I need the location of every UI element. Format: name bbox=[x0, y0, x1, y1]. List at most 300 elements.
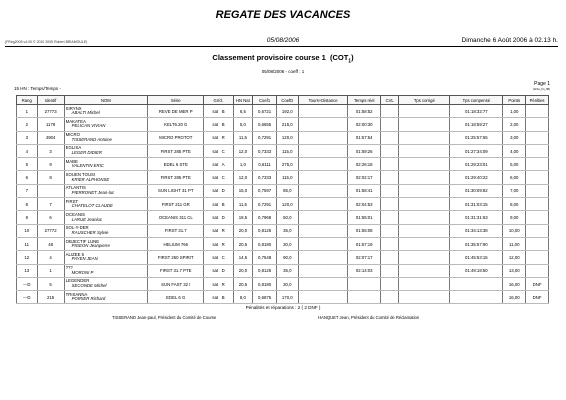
group: sat bbox=[212, 148, 219, 154]
boat-name: SOL-Y-DER bbox=[65, 225, 89, 231]
cell-comp: 01:34:13:38 bbox=[450, 224, 503, 237]
software-credit: (FReg2005 v4.00 © 2010 2005 Robert BRIAMOULE) bbox=[5, 40, 88, 44]
class: B bbox=[221, 121, 225, 127]
cell-points: 16,00 bbox=[503, 291, 526, 304]
cell-tours bbox=[298, 251, 348, 264]
cell-points: 2,00 bbox=[503, 118, 526, 131]
column-header: Pénlties bbox=[526, 96, 549, 105]
group: sat bbox=[212, 188, 219, 194]
cell-comp: 01:45:53:15 bbox=[450, 251, 503, 264]
cell-tours bbox=[298, 144, 348, 157]
table-row bbox=[17, 144, 549, 157]
cell-tours bbox=[298, 118, 348, 131]
cell-identif: 7 bbox=[37, 198, 64, 211]
boat-and-skipper bbox=[64, 291, 147, 304]
class: B bbox=[221, 294, 225, 300]
cell-cvl bbox=[380, 291, 398, 304]
boat-and-skipper bbox=[64, 144, 147, 157]
cell-coefd: 170,0 bbox=[276, 291, 298, 304]
cell-coefd: 115,0 bbox=[276, 144, 298, 157]
cell-coefd: 85,0 bbox=[276, 184, 298, 197]
cell-hn: 15,0 bbox=[233, 184, 253, 197]
column-header: CVL bbox=[380, 96, 398, 105]
cell-hn: 6,5 bbox=[233, 105, 253, 118]
cell-identif: 9 bbox=[37, 158, 64, 171]
group: sat bbox=[212, 241, 219, 247]
class: C bbox=[221, 148, 225, 154]
cell-identif: 4 bbox=[37, 251, 64, 264]
class: C bbox=[221, 175, 225, 181]
cell-serie: HELIUM 766 bbox=[148, 237, 204, 250]
group: sat bbox=[212, 228, 219, 234]
cell-points: 16,00 bbox=[503, 277, 526, 290]
cell-points: 5,00 bbox=[503, 158, 526, 171]
cell-cvl bbox=[380, 144, 398, 157]
cell-points: 4,00 bbox=[503, 144, 526, 157]
cell-reel: 01:55:08 bbox=[348, 224, 381, 237]
cell-hn: 12,0 bbox=[233, 171, 253, 184]
boat-and-skipper bbox=[64, 211, 147, 224]
skipper-name: LEGER DIDIER bbox=[71, 150, 102, 156]
cell-serie: MICRO PROTOT bbox=[148, 131, 204, 144]
cell-reel: 02:00:30 bbox=[348, 118, 381, 131]
cell-rang: 8 bbox=[17, 198, 38, 211]
cell-comp: 01:25:57:65 bbox=[450, 131, 503, 144]
skipper-name: PELICAN VIVIAN bbox=[71, 123, 106, 129]
cell-hn: 8,0 bbox=[233, 291, 253, 304]
column-header: Identif bbox=[37, 96, 64, 105]
cell-rang: 3 bbox=[17, 131, 38, 144]
cell-tours bbox=[298, 105, 348, 118]
cell-coefd: 215,0 bbox=[276, 118, 298, 131]
class: B bbox=[221, 108, 225, 114]
cell-serie: EDEL 6 G bbox=[148, 291, 204, 304]
cell-coefd: 120,0 bbox=[276, 131, 298, 144]
skipper-name: POIRIER Richard bbox=[71, 296, 106, 302]
cell-hn: 5,0 bbox=[233, 118, 253, 131]
cell-coef1: 0,6721 bbox=[253, 105, 277, 118]
cell-rang: 13 bbox=[17, 264, 38, 277]
cell-group-class bbox=[204, 184, 233, 197]
cell-coef1: 0,7597 bbox=[253, 184, 277, 197]
cell-comp: 01:29:23:01 bbox=[450, 158, 503, 171]
class: B bbox=[221, 201, 225, 207]
cell-cvl bbox=[380, 184, 398, 197]
print-timestamp: Dimanche 6 Août 2006 à 02.13 h. bbox=[461, 37, 558, 44]
skipper-name: LARUE Jeanluc bbox=[71, 216, 102, 222]
cell-tours bbox=[298, 264, 348, 277]
cell-cvl bbox=[380, 198, 398, 211]
cell-serie: FIRST 260 SPIRIT bbox=[148, 251, 204, 264]
cell-reel: 02:14:03 bbox=[348, 264, 381, 277]
cell-reel: 02:07:17 bbox=[348, 251, 381, 264]
cell-cvl bbox=[380, 277, 398, 290]
table-row bbox=[17, 277, 549, 290]
column-header: CoefD bbox=[276, 96, 298, 105]
cell-rang: 6 bbox=[17, 171, 38, 184]
table-header-row bbox=[17, 96, 549, 105]
cell-reel: 02:26:18 bbox=[348, 158, 381, 171]
cell-coef1: 0,6111 bbox=[253, 158, 277, 171]
cell-pen bbox=[526, 131, 549, 144]
cell-reel: 02:04:53 bbox=[348, 198, 381, 211]
cell-hn: 1,0 bbox=[233, 158, 253, 171]
page-note: (fiche_fin_08) bbox=[533, 87, 550, 91]
group: sat bbox=[212, 161, 219, 167]
header-divider bbox=[5, 46, 558, 47]
cell-serie: SUN LIGHT 31 PT bbox=[148, 184, 204, 197]
cell-points: 13,00 bbox=[503, 264, 526, 277]
class: R bbox=[221, 281, 225, 287]
cell-coefd: 192,0 bbox=[276, 105, 298, 118]
skipper-name: ABALTI Michel bbox=[71, 110, 100, 116]
cell-reel: 01:59:26 bbox=[348, 144, 381, 157]
cell-comp bbox=[450, 277, 503, 290]
cell-group-class bbox=[204, 158, 233, 171]
cell-hn: 12,0 bbox=[233, 144, 253, 157]
cell-reel bbox=[348, 277, 381, 290]
cell-hn: 11,5 bbox=[233, 131, 253, 144]
cell-coefd: 35,0 bbox=[276, 264, 298, 277]
cell-coef1: 0,7333 bbox=[253, 144, 277, 157]
cell-group-class bbox=[204, 144, 233, 157]
boat-and-skipper bbox=[64, 118, 147, 131]
cell-group-class bbox=[204, 291, 233, 304]
cell-comp: 01:30:09:82 bbox=[450, 184, 503, 197]
cell-coefd: 90,0 bbox=[276, 251, 298, 264]
column-header: Gr/cl. bbox=[204, 96, 233, 105]
cell-corr bbox=[399, 131, 450, 144]
cell-tours bbox=[298, 291, 348, 304]
boat-name: SIRYNX bbox=[65, 105, 82, 111]
cell-pen bbox=[526, 158, 549, 171]
cell-hn: 20,0 bbox=[233, 264, 253, 277]
table-row bbox=[17, 171, 549, 184]
skipper-name: TISSERAND Antoine bbox=[71, 136, 112, 142]
cell-points: 8,00 bbox=[503, 198, 526, 211]
cell-coef1: 0,7548 bbox=[253, 251, 277, 264]
cell-reel: 01:57:54 bbox=[348, 131, 381, 144]
cell-pen bbox=[526, 224, 549, 237]
group: sat bbox=[212, 175, 219, 181]
cell-corr bbox=[399, 184, 450, 197]
column-header: HN Nat bbox=[233, 96, 253, 105]
cell-rang: 2 bbox=[17, 118, 38, 131]
cell-cvl bbox=[380, 237, 398, 250]
group: sat bbox=[212, 294, 219, 300]
cell-rang: ---D bbox=[17, 291, 38, 304]
boat-name: TRISANNA bbox=[65, 291, 88, 297]
cell-corr bbox=[399, 224, 450, 237]
boat-name: MICRO bbox=[65, 132, 80, 138]
table-row bbox=[17, 184, 549, 197]
cell-serie: FIRST 31.7 PTE bbox=[148, 264, 204, 277]
cell-corr bbox=[399, 264, 450, 277]
cell-reel: 01:58:52 bbox=[348, 105, 381, 118]
cell-corr bbox=[399, 118, 450, 131]
boat-name: ATLANTIS bbox=[65, 185, 86, 191]
class: D bbox=[221, 215, 225, 221]
cell-pen bbox=[526, 251, 549, 264]
boat-name: SOUEN TOUSI bbox=[65, 172, 96, 178]
cell-points: 3,00 bbox=[503, 131, 526, 144]
cell-comp: 01:27:34:09 bbox=[450, 144, 503, 157]
cell-serie: REVE DE MER P bbox=[148, 105, 204, 118]
cell-comp: 01:49:18:50 bbox=[450, 264, 503, 277]
cell-tours bbox=[298, 131, 348, 144]
boat-name: OBJECTIF LUNE bbox=[65, 238, 100, 244]
results-table bbox=[16, 95, 549, 304]
skipper-name: PAYEN JEAN bbox=[71, 256, 98, 262]
class: A bbox=[221, 161, 225, 167]
column-header: Rang bbox=[17, 96, 38, 105]
table-row bbox=[17, 118, 549, 131]
cell-group-class bbox=[204, 211, 233, 224]
table-row bbox=[17, 131, 549, 144]
cell-group-class bbox=[204, 224, 233, 237]
race-date-coeff: 05/08/2006 - coeff : 1 bbox=[261, 69, 305, 74]
cell-points: 10,00 bbox=[503, 224, 526, 237]
cell-rang: 11 bbox=[17, 237, 38, 250]
cell-group-class bbox=[204, 277, 233, 290]
cell-corr bbox=[399, 237, 450, 250]
cell-points: 9,00 bbox=[503, 211, 526, 224]
cell-group-class bbox=[204, 264, 233, 277]
boat-name: ALIZEE 5 bbox=[65, 251, 85, 257]
cell-coef1: 0,7333 bbox=[253, 171, 277, 184]
cell-corr bbox=[399, 144, 450, 157]
cell-coef1: 0,8180 bbox=[253, 277, 277, 290]
group: sat bbox=[212, 108, 219, 114]
boat-and-skipper bbox=[64, 131, 147, 144]
cell-group-class bbox=[204, 105, 233, 118]
boat-and-skipper bbox=[64, 158, 147, 171]
column-header: Tours+Distance bbox=[298, 96, 348, 105]
cell-pen bbox=[526, 211, 549, 224]
cell-pen bbox=[526, 198, 549, 211]
cell-coefd: 275,0 bbox=[276, 158, 298, 171]
cell-group-class bbox=[204, 251, 233, 264]
table-row bbox=[17, 224, 549, 237]
table-row bbox=[17, 105, 549, 118]
cell-group-class bbox=[204, 171, 233, 184]
cell-coef1: 0,8125 bbox=[253, 224, 277, 237]
cell-tours bbox=[298, 184, 348, 197]
cell-group-class bbox=[204, 237, 233, 250]
cell-identif: 27773 bbox=[37, 105, 64, 118]
group: sat bbox=[212, 121, 219, 127]
skipper-name: CHATELOT CLAUDE bbox=[71, 203, 113, 209]
cell-identif: 3 bbox=[37, 144, 64, 157]
cell-comp: 01:29:40:22 bbox=[450, 171, 503, 184]
table-row bbox=[17, 264, 549, 277]
cell-points: 1,00 bbox=[503, 105, 526, 118]
group: sat bbox=[212, 135, 219, 141]
boat-name: FIRST bbox=[65, 198, 79, 204]
cell-serie: FIRST 285 PTE bbox=[148, 144, 204, 157]
skipper-name: MORONI P bbox=[71, 269, 94, 275]
cell-hn: 20,5 bbox=[233, 277, 253, 290]
boat-name: MABE bbox=[65, 158, 78, 164]
cell-rang: 10 bbox=[17, 224, 38, 237]
table-row bbox=[17, 291, 549, 304]
cell-serie: FIRST 285 PTE bbox=[148, 171, 204, 184]
cell-corr bbox=[399, 198, 450, 211]
cell-reel: 02:02:17 bbox=[348, 171, 381, 184]
boat-name: MAKATEA bbox=[65, 118, 86, 124]
cell-tours bbox=[298, 237, 348, 250]
table-row bbox=[17, 237, 549, 250]
boat-and-skipper bbox=[64, 251, 147, 264]
cell-serie: EDEL 6 STE bbox=[148, 158, 204, 171]
cell-cvl bbox=[380, 224, 398, 237]
skipper-name: PIERRONET Jean-luc bbox=[71, 189, 115, 195]
cell-tours bbox=[298, 198, 348, 211]
cell-corr bbox=[399, 171, 450, 184]
group: sat bbox=[212, 201, 219, 207]
cell-coef1: 0,7968 bbox=[253, 211, 277, 224]
cell-rang: 5 bbox=[17, 158, 38, 171]
document-title: REGATE DES VACANCES bbox=[215, 9, 351, 21]
cell-group-class bbox=[204, 198, 233, 211]
cell-corr bbox=[399, 211, 450, 224]
cell-points: 12,00 bbox=[503, 251, 526, 264]
page-number: Page 1 bbox=[534, 81, 550, 87]
cell-corr bbox=[399, 251, 450, 264]
column-header: Tps corrigé bbox=[399, 96, 450, 105]
cell-corr bbox=[399, 158, 450, 171]
group: sat bbox=[212, 268, 219, 274]
cell-reel bbox=[348, 291, 381, 304]
cell-pen: DNF bbox=[526, 277, 549, 290]
cell-serie: FIRST 31.7 bbox=[148, 224, 204, 237]
cell-group-class bbox=[204, 131, 233, 144]
cell-serie: OCEANIS 311 CL bbox=[148, 211, 204, 224]
group: sat bbox=[212, 215, 219, 221]
skipper-name: PIGEON Jeanpierre bbox=[71, 243, 110, 249]
cell-points: 11,00 bbox=[503, 237, 526, 250]
cell-coef1: 0,6875 bbox=[253, 291, 277, 304]
boat-and-skipper bbox=[64, 105, 147, 118]
cell-rang: 4 bbox=[17, 144, 38, 157]
cell-pen bbox=[526, 264, 549, 277]
column-header: Série bbox=[148, 96, 204, 105]
cell-cvl bbox=[380, 131, 398, 144]
cell-coef1: 0,8180 bbox=[253, 237, 277, 250]
cell-identif: 1178 bbox=[37, 118, 64, 131]
skipper-name: SECONDE Michel bbox=[71, 283, 107, 288]
cell-coefd: 30,0 bbox=[276, 277, 298, 290]
cell-identif: 6 bbox=[37, 211, 64, 224]
cell-coef1: 0,7291 bbox=[253, 131, 277, 144]
cell-cvl bbox=[380, 118, 398, 131]
table-row bbox=[17, 198, 549, 211]
cell-comp: 01:18:32:77 bbox=[450, 105, 503, 118]
class: D bbox=[221, 268, 225, 274]
cell-identif: 48 bbox=[37, 237, 64, 250]
cell-identif: 8 bbox=[37, 171, 64, 184]
boat-name: OCEANIS bbox=[65, 211, 85, 217]
cell-comp: 01:31:03:15 bbox=[450, 198, 503, 211]
cell-points: 7,00 bbox=[503, 184, 526, 197]
boat-and-skipper bbox=[64, 224, 147, 237]
cell-comp: 01:31:31:63 bbox=[450, 211, 503, 224]
ranking-title: Classement provisoire course 1 $(COT_1)$ bbox=[212, 53, 354, 65]
cell-coefd: 35,0 bbox=[276, 224, 298, 237]
cell-pen bbox=[526, 144, 549, 157]
cell-coefd: 30,0 bbox=[276, 237, 298, 250]
cell-serie: FIRST 211 GR bbox=[148, 198, 204, 211]
class: R bbox=[221, 241, 225, 247]
cell-identif: 4904 bbox=[37, 131, 64, 144]
cell-hn: 20,0 bbox=[233, 224, 253, 237]
boat-name: EGLISA bbox=[65, 145, 82, 151]
cell-hn: 18,5 bbox=[233, 211, 253, 224]
table-row bbox=[17, 251, 549, 264]
column-header: Tps compensé bbox=[450, 96, 503, 105]
regatta-date: 05/08/2006 bbox=[266, 37, 300, 44]
cell-tours bbox=[298, 171, 348, 184]
cell-rang: 9 bbox=[17, 211, 38, 224]
boat-name: ??? bbox=[65, 265, 73, 271]
table-row bbox=[17, 158, 549, 171]
cell-comp bbox=[450, 291, 503, 304]
boat-and-skipper bbox=[64, 277, 147, 290]
cell-tours bbox=[298, 158, 348, 171]
cell-pen bbox=[526, 237, 549, 250]
class: D bbox=[221, 188, 225, 194]
cell-cvl bbox=[380, 211, 398, 224]
cell-reel: 01:58:41 bbox=[348, 184, 381, 197]
cell-comp: 01:35:57:90 bbox=[450, 237, 503, 250]
cell-cvl bbox=[380, 158, 398, 171]
column-header: NOM bbox=[64, 96, 147, 105]
class: R bbox=[221, 228, 225, 234]
cell-identif: 215 bbox=[37, 291, 64, 304]
class: R bbox=[221, 135, 225, 141]
boat-and-skipper bbox=[64, 264, 147, 277]
penalties-summary: Pénalités et réparations : 2 ( 2 DNF ) bbox=[245, 305, 321, 310]
cell-coefd: 50,0 bbox=[276, 211, 298, 224]
cell-rang: ---D bbox=[17, 277, 38, 290]
cell-reel: 01:57:19 bbox=[348, 237, 381, 250]
handicap-label: 15 HN : Temps/Temps - bbox=[14, 86, 61, 91]
race-committee-signature: TISSERAND Jean-paul, Président du Comité de Course bbox=[112, 315, 217, 320]
cell-rang: 12 bbox=[17, 251, 38, 264]
column-header: Coef1 bbox=[253, 96, 277, 105]
column-header: Points bbox=[503, 96, 526, 105]
skipper-name: KRIER ALPHONSE bbox=[71, 176, 110, 182]
cell-pen bbox=[526, 118, 549, 131]
cell-hn: 20,5 bbox=[233, 237, 253, 250]
boat-name: LEGENDER bbox=[65, 278, 90, 284]
boat-and-skipper bbox=[64, 198, 147, 211]
column-header: Temps réel bbox=[348, 96, 381, 105]
cell-coef1: 0,6655 bbox=[253, 118, 277, 131]
cell-coefd: 115,0 bbox=[276, 171, 298, 184]
skipper-name: VALENTIN ERIC bbox=[71, 163, 104, 169]
cell-identif: 1 bbox=[37, 264, 64, 277]
cell-corr bbox=[399, 105, 450, 118]
group: sat bbox=[212, 281, 219, 287]
cell-coef1: 0,7291 bbox=[253, 198, 277, 211]
cell-hn: 14,5 bbox=[233, 251, 253, 264]
cell-identif: 27772 bbox=[37, 224, 64, 237]
cell-coef1: 0,8125 bbox=[253, 264, 277, 277]
cell-serie: SUN FAST 32 I bbox=[148, 277, 204, 290]
cell-identif bbox=[37, 184, 64, 197]
page-indicator bbox=[533, 82, 550, 92]
